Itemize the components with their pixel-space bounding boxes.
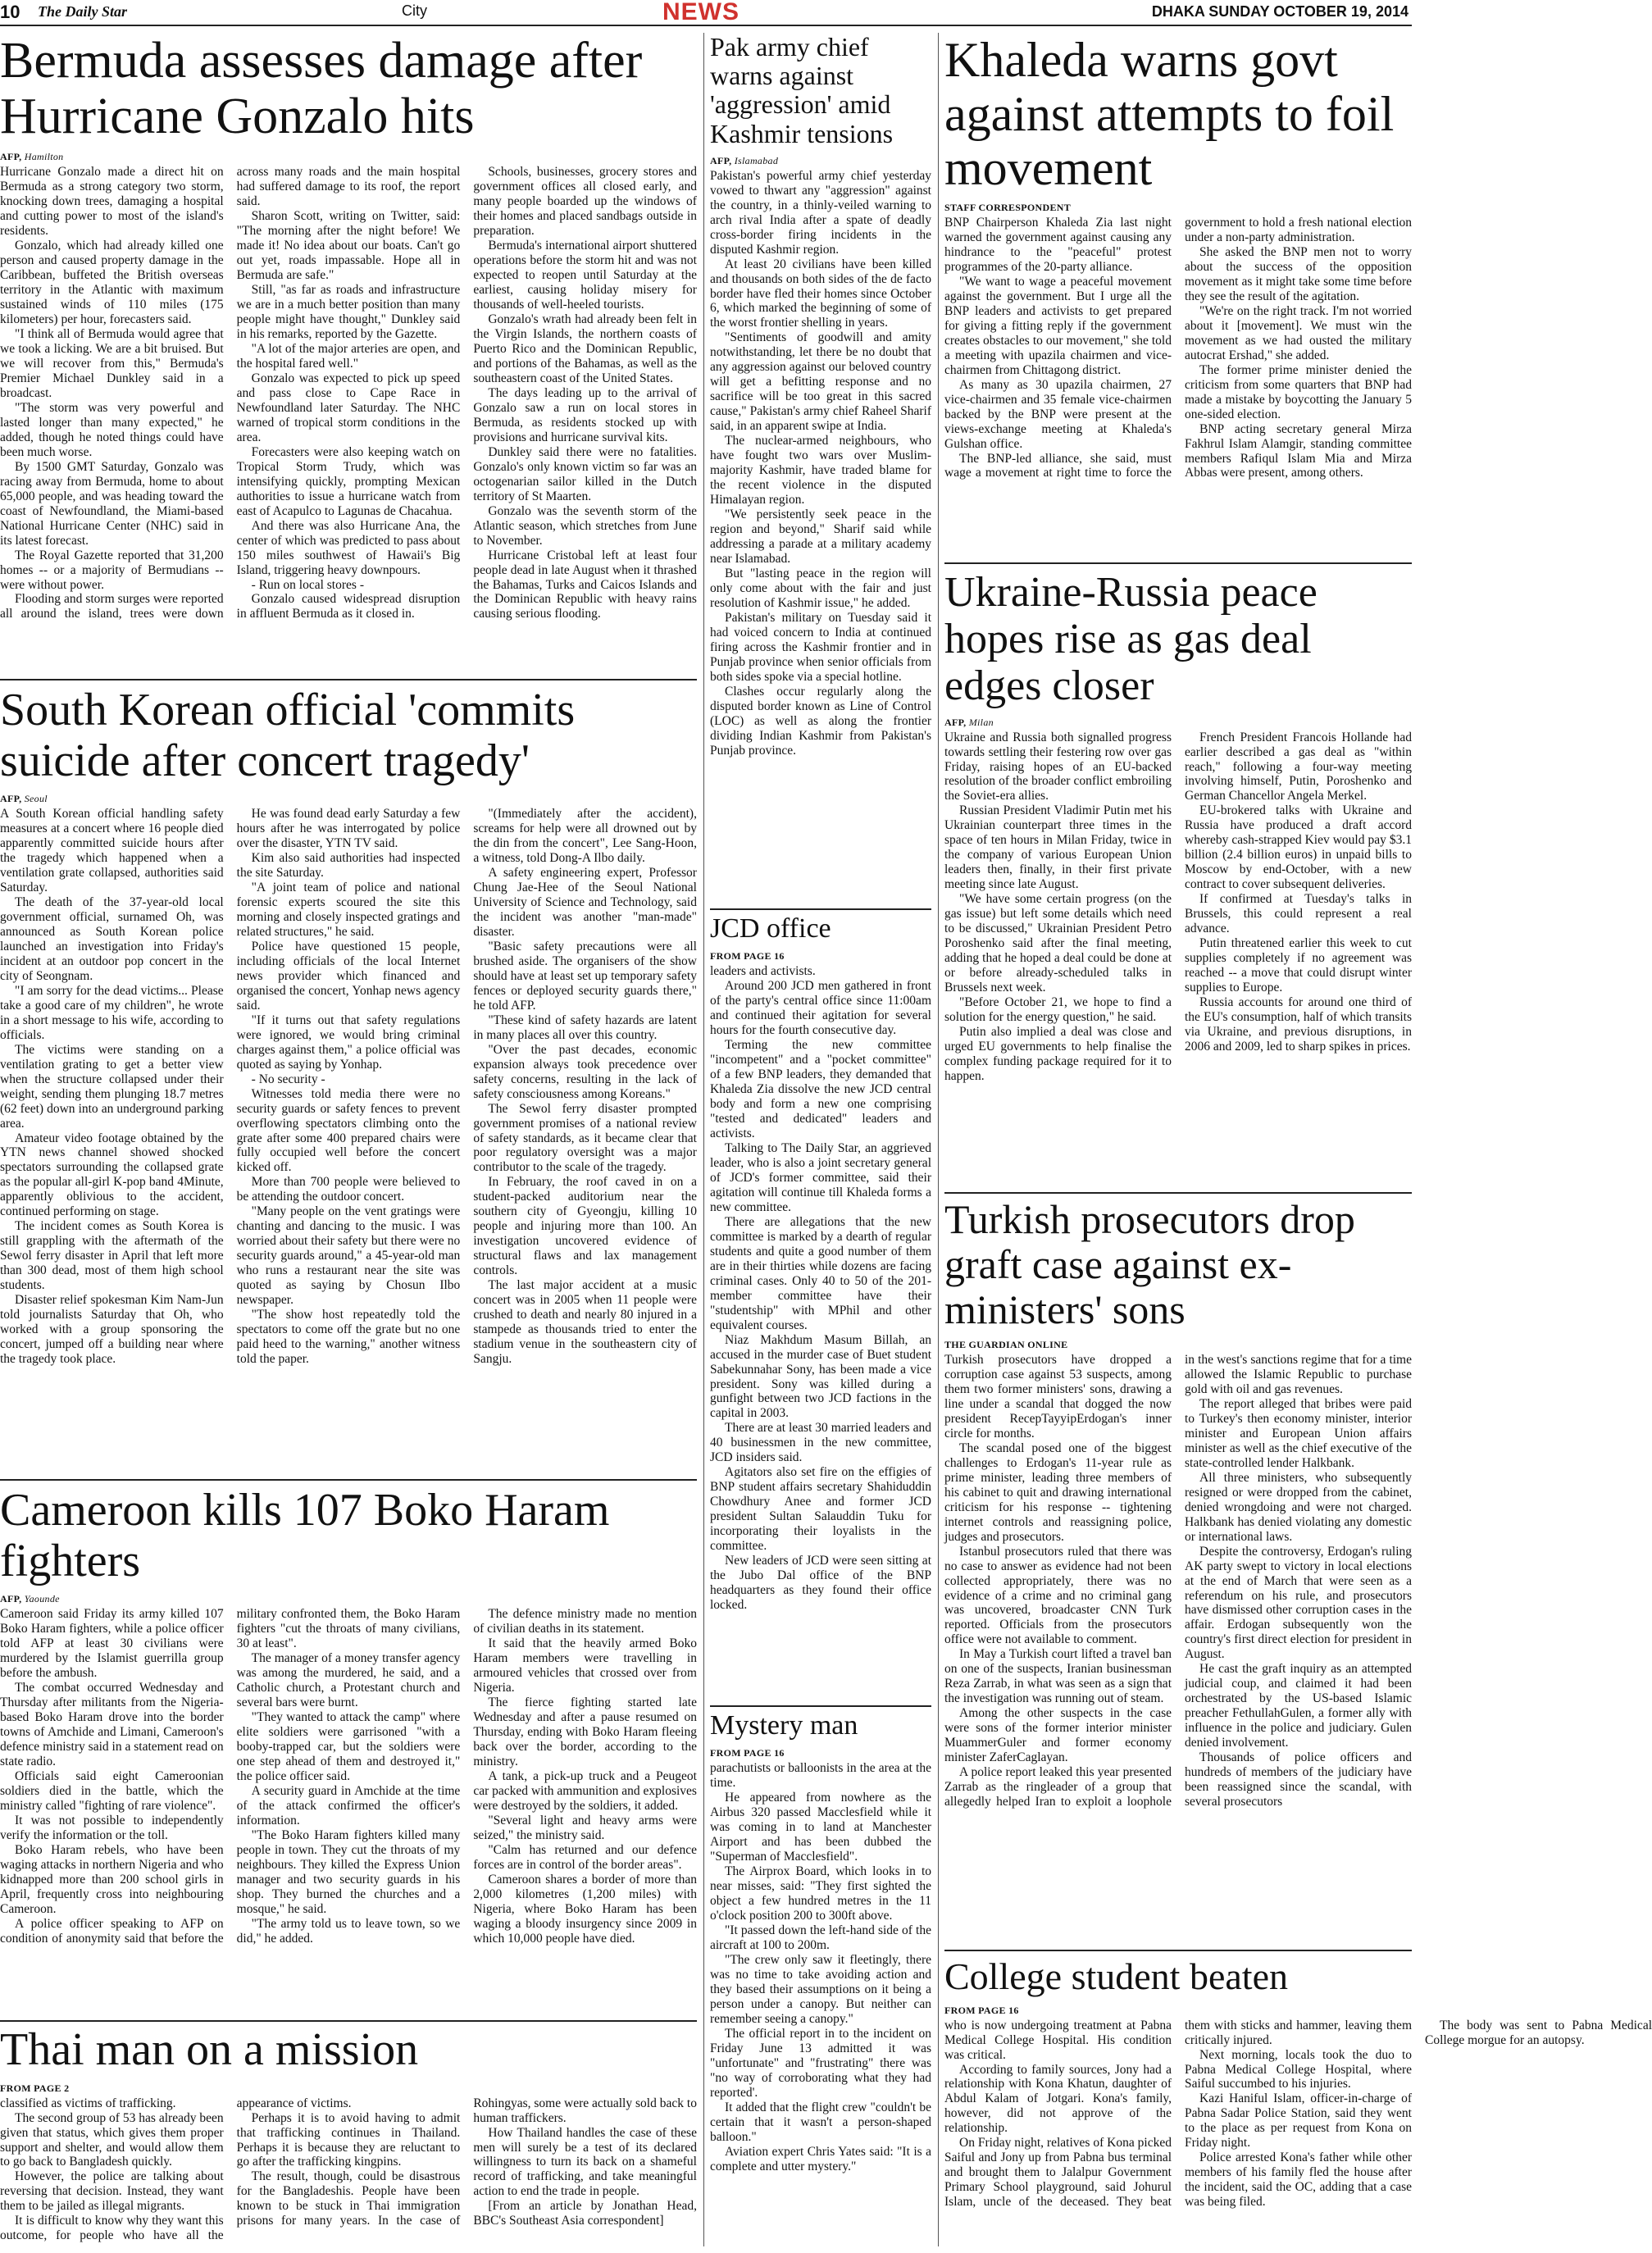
paragraph: Gonzalo caused widespread disruption in affluent Bermuda as it closed in.	[236, 592, 461, 621]
paragraph: He was found dead early Saturday a few hours after he was interrogated by police over the disaster, YTN TV said.	[236, 807, 461, 851]
paragraph: Ukraine and Russia both signalled progress towards settling their festering row over gas Friday, raising hopes of an EU-backed resolution of the broader conflict embroiling the Soviet-era allies.	[944, 730, 1172, 803]
story-jcd	[710, 913, 931, 1700]
paragraph: Perhaps it is to avoid having to admit that trafficking continues in Thailand. Perhaps it is because they are reluctant to go after the trafficking kingpins.	[236, 2110, 461, 2169]
paragraph: "Calm has returned and our defence forces are in control of the border areas".	[473, 1842, 697, 1872]
story-korea	[0, 685, 697, 1472]
paragraph: The death of the 37-year-old local government official, surnamed Oh, was announced as South Korean police launched an investigation into Friday's incident at an outdoor pop concert in the city of Seongnam.	[0, 895, 224, 983]
story-body	[944, 216, 1412, 544]
paragraph: "Before October 21, we hope to find a solution for the energy question," he said.	[944, 995, 1172, 1024]
story-body	[944, 2018, 1652, 2232]
paragraph: How Thailand handles the case of these men will surely be a test of its declared willingness to turn its back on a shameful record of trafficking, and take meaningful action to end the trade in people.	[473, 2125, 697, 2199]
byline: FROM PAGE 16	[710, 1747, 785, 1759]
divider	[710, 1705, 931, 1707]
paragraph: Officials said eight Cameroonian soldiers died in the battle, which the ministry called "fighting of rare violence".	[0, 1768, 224, 1813]
paragraph: The Sewol ferry disaster prompted government promises of a national review of safety standards, as it became clear that poor regulatory oversight was a major contributor to the scale of the tragedy.	[473, 1101, 697, 1175]
dateline: DHAKA SUNDAY OCTOBER 19, 2014	[1151, 3, 1409, 20]
paragraph: Turkish prosecutors have dropped a corruption case against 53 suspects, among them two former ministers' sons, drawing a line under a scandal that dogged the now president RecepTayyipErdogan's inner circle for months.	[944, 1353, 1172, 1441]
paragraph: Schools, businesses, grocery stores and government offices all closed early, and many people boarded up the windows of their homes and placed sandbags outside in preparation.	[473, 165, 697, 239]
paragraph: "The Boko Haram fighters killed many people in town. They cut the throats of my neighbours. They killed the Express Union manager and two security guards in his shop. They burned the churches and a mosque," he said.	[236, 1827, 461, 1916]
paragraph: Police have questioned 15 people, including officials of the local Internet news provider which financed and organised the concert, Yonhap news agency said.	[236, 939, 461, 1013]
paragraph: "Sentiments of goodwill and amity notwithstanding, let there be no doubt that any aggression against our beloved country will get a befitting response and no sacrifice will be too great in this sacred cause," Pakistan's army chief Raheel Sharif said, in an apparent swipe at India.	[710, 330, 931, 434]
paragraph: The days leading up to the arrival of Gonzalo saw a run on local stores in Bermuda, as residents stocked up with provisions and hurricane survival kits.	[473, 385, 697, 444]
divider	[0, 1479, 697, 1481]
paragraph: Niaz Makhdum Masum Billah, an accused in the murder case of Buet student Sabekunnahar Sony, has been made a vice president. Sony was killed during a gunfight between two JCD factions in the capital in 2003.	[710, 1332, 931, 1421]
paragraph: Forecasters were also keeping watch on Tropical Storm Trudy, which was intensifying quickly, prompting Mexican authorities to issue a hurricane watch from east of Acapulco to Lagunas de Chacahua.	[236, 444, 461, 518]
story-bermuda	[0, 33, 697, 672]
paragraph: Terming the new committee "incompetent" and a "pocket committee" of a few BNP leaders, they demanded that Khaleda Zia dissolve the new JCD central body and form a new one comprising "tested and dedicated" leaders and activists.	[710, 1038, 931, 1141]
paragraph: Putin threatened earlier this week to cut supplies completely if no agreement was reached -- a move that could disrupt winter supplies to Europe.	[1185, 936, 1412, 995]
paragraph: "These kind of safety hazards are latent in many places all over this country.	[473, 1013, 697, 1042]
paragraph: The official report in to the incident on Friday June 13 admitted it was "unfortunate" and "frustrating" there was "no way of corroborating what they had reported'.	[710, 2026, 931, 2100]
paragraph: "We have some certain progress (on the gas issue) but left some details which need to be discussed," Ukrainian President Petro Poroshenko said after the final meeting, adding that he hoped a deal could be done at or before already-scheduled talks in Brussels next week.	[944, 892, 1172, 995]
paragraph: The victims were standing on a ventilation grating to get a better view when the structure collapsed under their weight, sending them plunging 18.7 metres (62 feet) down into an underground parking area.	[0, 1042, 224, 1131]
page-number: 10	[0, 2, 20, 22]
headline: Khaleda warns govt against attempts to foil movement	[944, 33, 1395, 195]
headline: College student beaten	[944, 1955, 1288, 1997]
paragraph: All three ministers, who subsequently resigned or were dropped from the cabinet, denied wrongdoing and were not charged. Halkbank has denied violating any domestic or international laws.	[1185, 1470, 1412, 1544]
paragraph: She asked the BNP men not to worry about the success of the opposition movement as it might take some time before they see the result of the agitation.	[1185, 244, 1412, 303]
divider	[710, 908, 931, 910]
headline: Thai man on a mission	[0, 2024, 419, 2075]
paragraph: Cameroon shares a border of more than 2,000 kilometres (1,200 miles) with Nigeria, where Boko Haram has been waging a bloody insurgency since 2009 in which 10,000 people have died.	[473, 1872, 697, 1946]
divider	[0, 679, 697, 680]
paragraph: A safety engineering expert, Professor Chung Jae-Hee of the Seoul National University of Science and Technology, said the incident was another "man-made" disaster.	[473, 866, 697, 939]
paragraph: "They wanted to attack the camp" where elite soldiers were garrisoned "with a booby-trapped car, but the soldiers were one step ahead of them and destroyed it," the police officer said.	[236, 1709, 461, 1783]
paragraph: Gonzalo was expected to pick up speed and pass close to Cape Race in Newfoundland later Saturday. The NHC warned of tropical storm conditions in the area.	[236, 371, 461, 444]
paragraph: The result, though, could be disastrous for the Bangladeshis. People have been known to be stuck in Thai immigration prisons for many years. In the case of Rohingyas, some were actually sold back to human traffickers.	[236, 2096, 697, 2228]
paragraph: A security guard in Amchide at the time of the attack confirmed the officer's information.	[236, 1783, 461, 1827]
paragraph: EU-brokered talks with Ukraine and Russia have produced a draft accord whereby cash-strapped Kiev would pay $3.1 billion (2.4 billion euros) in unpaid bills to Moscow by end-October, with a new contract to cover subsequent deliveries.	[1185, 803, 1412, 892]
paragraph: "I am sorry for the dead victims... Please take a good care of my children", he wrote in a short message to his wife, according to officials.	[0, 983, 224, 1042]
story-body	[0, 2096, 697, 2244]
paragraph: "Many people on the vent gratings were chanting and dancing to the music. I was worried about their safety but there were no security guards around," a 45-year-old man who runs a restaurant near the site was quoted as saying by Chosun Ilbo newspaper.	[236, 1204, 461, 1308]
paragraph: The body was sent to Pabna Medical College morgue for an autopsy.	[1425, 2018, 1652, 2047]
headline: Mystery man	[710, 1710, 858, 1741]
paragraph: Disaster relief spokesman Kim Nam-Jun told journalists Saturday that Oh, who worked with a group sponsoring the concert, jumped off a building near where the tragedy took place.	[0, 1293, 224, 1367]
paragraph: Pakistan's powerful army chief yesterday vowed to thwart any "aggression" against the country, in a thinly-veiled warning to arch rival India after a spate of deadly cross-border firing incidents in the disputed Kashmir region.	[710, 168, 931, 257]
paragraph: Clashes occur regularly along the disputed border known as Line of Control (LOC) as well as along the frontier dividing Indian Kashmir from Pakistan's Punjab province.	[710, 684, 931, 758]
paragraph: The BNP-led alliance, she said, must wage a movement at right time to force the government to hold a fresh national election under a non-party administration.	[944, 216, 1412, 480]
divider	[944, 1192, 1412, 1194]
paragraph: The fierce fighting started late Wednesday and after a pause resumed on Thursday, ending with Boko Haram fleeing back over the border, according to the ministry.	[473, 1695, 697, 1768]
paragraph: "(Immediately after the accident), screams for help were all drowned out by the din from the concert", Lee Sang-Hoon, a witness, told Dong-A Ilbo daily.	[473, 807, 697, 866]
column-divider	[703, 33, 704, 2246]
paragraph: Russia accounts for around one third of the EU's consumption, half of which transits via Ukraine, and previous disruptions, in 2006 and 2009, led to sharp spikes in prices.	[1185, 995, 1412, 1054]
story-body	[710, 169, 931, 890]
byline: THE GUARDIAN ONLINE	[944, 1339, 1068, 1350]
paragraph: The Airprox Board, which looks in to near misses, said: "They first sighted the object a few hundred metres in the 11 o'clock position 200 to 300ft above.	[710, 1864, 931, 1923]
story-cameroon	[0, 1486, 697, 2019]
paragraph: "If it turns out that safety regulations were ignored, we would bring criminal charges against them," a police official was quoted as saying by Yonhap.	[236, 1013, 461, 1072]
paragraph: "It passed down the left-hand side of the aircraft at 100 to 200m.	[710, 1923, 931, 1953]
paragraph: The incident comes as South Korea is still grappling with the aftermath of the Sewol ferry disaster in April that left more than 300 dead, most of them high school students.	[0, 1219, 224, 1293]
paragraph: "We persistently seek peace in the region and beyond," Sharif said while addressing a parade at a military academy near Islamabad.	[710, 507, 931, 566]
story-mystery	[710, 1710, 931, 2247]
paragraph: It added that the flight crew "couldn't be certain that it wasn't a person-shaped balloon."	[710, 2100, 931, 2144]
byline: AFP, Islamabad	[710, 154, 779, 166]
section-brand: NEWS	[662, 0, 740, 25]
paragraph: The report alleged that bribes were paid to Turkey's then economy minister, interior minister and European Union affairs minister as well as the chief executive of the state-controlled lender Halkbank.	[1185, 1396, 1412, 1470]
paragraph: The manager of a money transfer agency was among the murdered, he said, and a Catholic church, a Protestant church and several bars were burnt.	[236, 1651, 461, 1709]
paragraph: Dunkley said there were no fatalities. Gonzalo's only known victim so far was an octogenarian sailor killed in the Dutch territory of St Maarten.	[473, 444, 697, 503]
paragraph: [From an article by Jonathan Head, BBC's Southeast Asia correspondent]	[473, 2199, 697, 2228]
story-body	[0, 807, 697, 1450]
paragraph: "The show host repeatedly told the spectators to come off the grate but no one paid heed to the warning," another witness told the paper.	[236, 1308, 461, 1367]
headline: Turkish prosecutors drop graft case against ex-ministers' sons	[944, 1196, 1355, 1332]
byline: FROM PAGE 2	[0, 2082, 70, 2094]
byline: AFP, Seoul	[0, 793, 48, 805]
paragraph: "The crew only saw it fleetingly, there was no time to take avoiding action and they based their assumptions on it being a person under a canopy. But neither can remember seeing a canopy."	[710, 1952, 931, 2026]
paragraph: More than 700 people were believed to be attending the outdoor concert.	[236, 1175, 461, 1204]
story-body	[710, 1761, 931, 2245]
paragraph: BNP acting secretary general Mirza Fakhrul Islam Alamgir, standing committee members Rafiqul Islam Mia and Mirza Abbas were present, among others.	[1185, 421, 1412, 480]
paragraph: A South Korean official handling safety measures at a concert where 16 people died apparently committed suicide hours after the tragedy which happened when a ventilation grate collapsed, authorities said Saturday.	[0, 807, 224, 895]
paragraph: Talking to The Daily Star, an aggrieved leader, who is also a joint secretary general of JCD's former committee, said their agitation will continue till Khaleda forms a new committee.	[710, 1141, 931, 1214]
paragraph: As many as 30 upazila chairmen, 27 vice-chairmen and 35 female vice-chairmen backed by the BNP were present at the views-exchange meeting at Khaleda's Gulshan office.	[944, 377, 1172, 451]
paragraph: Russian President Vladimir Putin met his Ukrainian counterpart three times in the space of ten hours in Milan Friday, twice in the company of various European Union leaders then, finally, in their first private meeting since late August.	[944, 803, 1172, 892]
paragraph: It is difficult to know why they want this outcome, for people who have all the appearance of victims.	[0, 2096, 352, 2243]
byline: AFP, Hamilton	[0, 151, 64, 163]
masthead-logo: The Daily Star	[38, 3, 128, 20]
headline: JCD office	[710, 913, 831, 944]
paragraph: The scandal posed one of the biggest challenges to Erdogan's 11-year rule as prime minister, leading three members of his cabinet to quit and drawing international criticism for his response -- tightening internet controls and reassigning police, judges and prosecutors.	[944, 1441, 1172, 1544]
paragraph: It said that the heavily armed Boko Haram members were travelling in armoured vehicles that crossed over from Nigeria.	[473, 1636, 697, 1695]
headline: Ukraine-Russia peace hopes rise as gas deal edges closer	[944, 569, 1318, 710]
story-body	[944, 731, 1412, 1157]
paragraph: who is now undergoing treatment at Pabna Medical College Hospital. His condition was critical.	[944, 2018, 1172, 2062]
headline: Cameroon kills 107 Boko Haram fighters	[0, 1485, 610, 1586]
paragraph: Around 200 JCD men gathered in front of the party's central office since 11:00am and continued their agitation for several hours for the fourth consecutive day.	[710, 979, 931, 1038]
paragraph: Istanbul prosecutors ruled that there was no case to answer as evidence had not been collected appropriately, there was no evidence of a crime and no criminal gang was uncovered, broadcaster CNN Turk reported. Officials from the prosecutors office were not available to comment.	[944, 1544, 1172, 1647]
paragraph: "We're on the right track. I'm not worried about it [movement]. We must win the movement as we had ousted the military autocrat Ershad," she added.	[1185, 303, 1412, 362]
paragraph: Thousands of police officers and hundreds of members of the judiciary have been reassigned since the scandal, with several prosecutors	[1185, 1750, 1412, 1809]
paragraph: According to family sources, Jony had a relationship with Kona Khatun, daughter of Abdul Kalam of Jotgari. Kona's family, however, did not approve of the relationship.	[944, 2062, 1172, 2136]
paragraph: There are at least 30 married leaders and 40 businessmen in the new committee, JCD insiders said.	[710, 1421, 931, 1465]
headline: Pak army chief warns against 'aggression' amid Kashmir tensions	[710, 32, 894, 148]
paragraph: "We want to wage a peaceful movement against the government. But I urge all the BNP leaders and activists to get prepared for giving a fitting reply if the government creates obstacles to our movement," she told a meeting with upazila chairmen and vice-chairmen from Chittagong district.	[944, 274, 1172, 377]
paragraph: Gonzalo's wrath had already been felt in the Virgin Islands, the northern coasts of Puerto Rico and the Dominican Republic, and portions of the Bahamas, as well as the southeastern coast of the United States.	[473, 312, 697, 385]
paragraph: Bermuda's international airport shuttered operations before the storm hit and was not expected to reopen until Saturday at the earliest, causing holiday misery for thousands of well-heeled tourists.	[473, 239, 697, 312]
byline: AFP, Yaounde	[0, 1593, 60, 1605]
paragraph: Cameroon said Friday its army killed 107 Boko Haram fighters, while a police officer told AFP at least 30 civilians were murdered by the Islamist guerrilla group before the ambush.	[0, 1607, 224, 1681]
story-turkish	[944, 1197, 1412, 1935]
story-pakistan	[710, 33, 931, 910]
paragraph: - No security -	[251, 1072, 325, 1086]
paragraph: A police report leaked this year presented Zarrab as the ringleader of a group that allegedly helped Iran to exploit a loophole in the west's sanctions regime that for a time allowed the Islamic Republic to purchase gold with oil and gas revenues.	[944, 1353, 1412, 1809]
paragraph: He cast the graft inquiry as an attempted judicial coup, and claimed it had been orchestrated by the US-based Islamic preacher FethullahGulen, a former ally with influence in the police and judiciary. Gulen denied involvement.	[1185, 1662, 1412, 1750]
paragraph: classified as victims of trafficking.	[0, 2096, 176, 2110]
paragraph: It was not possible to independently verify the information or the toll.	[0, 1813, 224, 1842]
byline: AFP, Milan	[944, 716, 994, 728]
paragraph: And there was also Hurricane Ana, the center of which was predicted to pass about 150 miles southwest of Hawaii's Big Island, triggering heavy downpours.	[236, 518, 461, 577]
paragraph: If confirmed at Tuesday's talks in Brussels, this could represent a real advance.	[1185, 892, 1412, 936]
paragraph: Kim also said authorities had inspected the site Saturday.	[236, 851, 461, 881]
paragraph: Pakistan's military on Tuesday said it had voiced concern to India at continued firing across the Kashmir frontier and in Punjab province when senior officials from both sides spoke via a special hotline.	[710, 610, 931, 684]
paragraph: parachutists or balloonists in the area at the time.	[710, 1761, 931, 1791]
paragraph: The Royal Gazette reported that 31,200 homes -- or a majority of Bermudians -- were without power.	[0, 548, 224, 592]
story-body	[710, 964, 931, 1694]
paragraph: Among the other suspects in the case were sons of the former interior minister MuammerGuler and former economy minister ZaferCaglayan.	[944, 1706, 1172, 1765]
paragraph: "A lot of the major arteries are open, and the hospital fared well."	[236, 342, 461, 371]
paragraph: He appeared from nowhere as the Airbus 320 passed Macclesfield while it was coming in to land at Manchester Airport and has been dubbed the "Superman of Macclesfield".	[710, 1791, 931, 1864]
story-body	[0, 165, 697, 673]
paragraph: Flooding and storm surges were reported all around the island, trees were down across many roads and the main hospital had suffered damage to its roof, the report said.	[0, 165, 461, 621]
paragraph: The former prime minister denied the criticism from some quarters that BNP had made a mistake by boycotting the January 5 one-sided election.	[1185, 362, 1412, 421]
paragraph: Putin also implied a deal was close and urged EU governments to help finalise the complex funding package required for it to happen.	[944, 1024, 1172, 1083]
paragraph: "A joint team of police and national forensic experts scoured the site this morning and closely inspected gratings and related structures," he said.	[236, 881, 461, 939]
paragraph: leaders and activists.	[710, 964, 816, 979]
story-ukraine	[944, 569, 1412, 1192]
paragraph: A tank, a pick-up truck and a Peugeot car packed with ammunition and explosives were destroyed by the soldiers, it added.	[473, 1768, 697, 1813]
paragraph: By 1500 GMT Saturday, Gonzalo was racing away from Bermuda, home to about 65,000 people, and was heading toward the coast of Newfoundland, the Miami-based National Hurricane Center (NHC) said in its latest forecast.	[0, 459, 224, 548]
paragraph: "Basic safety precautions were all brushed aside. The organisers of the show should have at least set up temporary safety fences or deployed security guards there," he told AFP.	[473, 939, 697, 1013]
paragraph: French President Francois Hollande had earlier described a gas deal as "within reach," following a four-way meeting involving himself, Putin, Poroshenko and German Chancellor Angela Merkel.	[1185, 730, 1412, 803]
byline: FROM PAGE 16	[944, 2004, 1019, 2016]
paragraph: Gonzalo, which had already killed one person and caused property damage in the Caribbean, buffeted the British overseas territory in the Atlantic with maximum sustained winds of 110 miles (175 kilometers) per hour, forecasters said.	[0, 239, 224, 327]
paragraph: Police arrested Kona's father while other members of his family fled the house after the incident, said the OC, adding that a case was being filed.	[1185, 2151, 1412, 2210]
section-name: City	[402, 2, 427, 19]
paragraph: "The army told us to leave town, so we did," he added.	[236, 1916, 461, 1946]
paragraph: In February, the roof caved in on a student-packed auditorium near the southern city of Gyeongju, killing 10 people and injuring more than 100. An investigation uncovered evidence of structural flaws and lax management controls.	[473, 1175, 697, 1278]
paragraph: However, the police are talking about reversing that decision. Instead, they want them to be jailed as illegal migrants.	[0, 2169, 224, 2214]
paragraph: "Over the past decades, economic expansion always took precedence over safety concerns, resulting in the lack of safety consciousness among Koreans."	[473, 1042, 697, 1101]
paragraph: Hurricane Cristobal left at least four people dead in late August when it thrashed the Bahamas, Turks and Caicos Islands and the Dominican Republic with heavy rains causing serious flooding.	[473, 548, 697, 621]
paragraph: "Several light and heavy arms were seized," the ministry said.	[473, 1813, 697, 1842]
paragraph: Kazi Haniful Islam, officer-in-charge of Pabna Sadar Police Station, said they went to the place as per request from Kona on Friday night.	[1185, 2091, 1412, 2151]
paragraph: Boko Haram rebels, who have been waging attacks in northern Nigeria and who kidnapped more than 200 school girls in April, frequently cross into neighbouring Cameroon.	[0, 1842, 224, 1916]
paragraph: The second group of 53 has already been given that status, which gives them proper support and shelter, and would allow them to go back to Bangladesh quickly.	[0, 2110, 224, 2169]
paragraph: Sharon Scott, writing on Twitter, said: "The morning after the night before! We made it! No idea about our boats. Can't go out yet, roads impassable. Hope all in Bermuda are safe."	[236, 209, 461, 283]
paragraph: Aviation expert Chris Yates said: "It is a complete and utter mystery."	[710, 2144, 931, 2173]
divider	[0, 2020, 697, 2022]
column-divider	[938, 33, 939, 2246]
paragraph: BNP Chairperson Khaleda Zia last night warned the government against causing any hindrance to the "peaceful" protest programmes of the 20-party alliance.	[944, 216, 1172, 274]
paragraph: New leaders of JCD were seen sitting at the Jubo Dal office of the BNP headquarters as they found their office locked.	[710, 1554, 931, 1613]
paragraph: Witnesses told media there were no security guards or safety fences to prevent overflowing spectators climbing onto the grate after some 400 prepared chairs were fully occupied well before the concert kicked off.	[236, 1086, 461, 1175]
paragraph: At least 20 civilians have been killed and thousands on both sides of the de facto border have fled their homes since October 6, which marked the beginning of some of the worst frontier shelling in years.	[710, 257, 931, 330]
paragraph: "I think all of Bermuda would agree that we took a licking. We are a bit bruised. But we will recover from this," Bermuda's Premier Michael Dunkley said in a broadcast.	[0, 327, 224, 400]
headline: South Korean official 'commits suicide after concert tragedy'	[0, 685, 576, 786]
divider	[944, 1950, 1412, 1951]
paragraph: A police officer speaking to AFP on condition of anonymity said that before the military confronted them, the Boko Haram fighters "cut the throats of many civilians, 30 at least".	[0, 1607, 461, 1946]
paragraph: Agitators also set fire on the effigies of BNP student affairs secretary Shahiduddin Chowdhury Anee and former JCD president Sultan Salauddin Tuku for incorporating their loyalists in the committee.	[710, 1465, 931, 1554]
paragraph: Next morning, locals took the duo to Pabna Medical College Hospital, where Saiful succumbed to his injuries.	[1185, 2047, 1412, 2091]
paragraph: There are allegations that the new committee is marked by a dearth of regular students and quite a good number of them are in their thirties while dozens are facing criminal cases. Only 40 to 50 of the 201-member committee have their "studentship" with MPhil and other equivalent courses.	[710, 1214, 931, 1332]
paragraph: In May a Turkish court lifted a travel ban on one of the suspects, Iranian businessman Reza Zarrab, in what was seen as a sign that the investigation was running out of steam.	[944, 1647, 1172, 1706]
paragraph: Hurricane Gonzalo made a direct hit on Bermuda as a strong category two storm, knocking down trees, damaging a hospital and cutting power to most of the island's residents.	[0, 165, 224, 239]
story-body	[0, 1607, 697, 2000]
story-college	[944, 1955, 1652, 2247]
headline: Bermuda assesses damage after Hurricane Gonzalo hits	[0, 33, 643, 145]
paragraph: The combat occurred Wednesday and Thursday after militants from the Nigeria-based Boko Haram drove into the border towns of Amchide and Limani, Cameroon's defence ministry said in a statement read on state radio.	[0, 1681, 224, 1768]
paragraph: The defence ministry made no mention of civilian deaths in its statement.	[473, 1607, 697, 1636]
story-thai	[0, 2025, 697, 2246]
paragraph: Amateur video footage obtained by the YTN news channel showed shocked spectators surrounding the collapsed grate as the popular all-girl K-pop band 4Minute, apparently oblivious to the accident, continued performing on stage.	[0, 1131, 224, 1219]
story-khaleda	[944, 33, 1412, 558]
paragraph: "The storm was very powerful and lasted longer than many expected," he added, though he noted things could have been much worse.	[0, 400, 224, 459]
paragraph: Despite the controversy, Erdogan's ruling AK party swept to victory in local elections at the end of March that were seen as a referendum on his rule, and prosecutors have dismissed other corruption cases in the affair. Erdogan subsequently won the country's first direct election for president in August.	[1185, 1544, 1412, 1662]
paragraph: The nuclear-armed neighbours, who have fought two wars over Muslim-majority Kashmir, have traded blame for the recent violence in the disputed Himalayan region.	[710, 434, 931, 507]
byline: STAFF CORRESPONDENT	[944, 202, 1072, 213]
paragraph: On Friday night, relatives of Kona picked Saiful and Jony up from Pabna bus terminal and brought them to Jalalpur Government Primary School playground, said Johurul Islam, uncle of the deceased. They beat them with sticks and hammer, leaving them critically injured.	[944, 2018, 1412, 2210]
story-body	[944, 1353, 1412, 1886]
paragraph: Still, "as far as roads and infrastructure we are in a much better position than many people might have thought," Dunkley said in his remarks, reported by the Gazette.	[236, 283, 461, 342]
paragraph: Gonzalo was the seventh storm of the Atlantic season, which stretches from June to November.	[473, 503, 697, 548]
paragraph: - Run on local stores -	[251, 577, 364, 592]
byline: FROM PAGE 16	[710, 950, 785, 963]
page-header	[0, 0, 1412, 26]
paragraph: But "lasting peace in the region will only come about with the fair and just resolution of Kashmir issue," he added.	[710, 566, 931, 610]
paragraph: The last major accident at a music concert was in 2005 when 11 people were crushed to death and nearly 80 injured in a stampede as thousands tried to enter the stadium venue in the southeastern city of Sangju.	[473, 1278, 697, 1367]
divider	[944, 562, 1412, 564]
